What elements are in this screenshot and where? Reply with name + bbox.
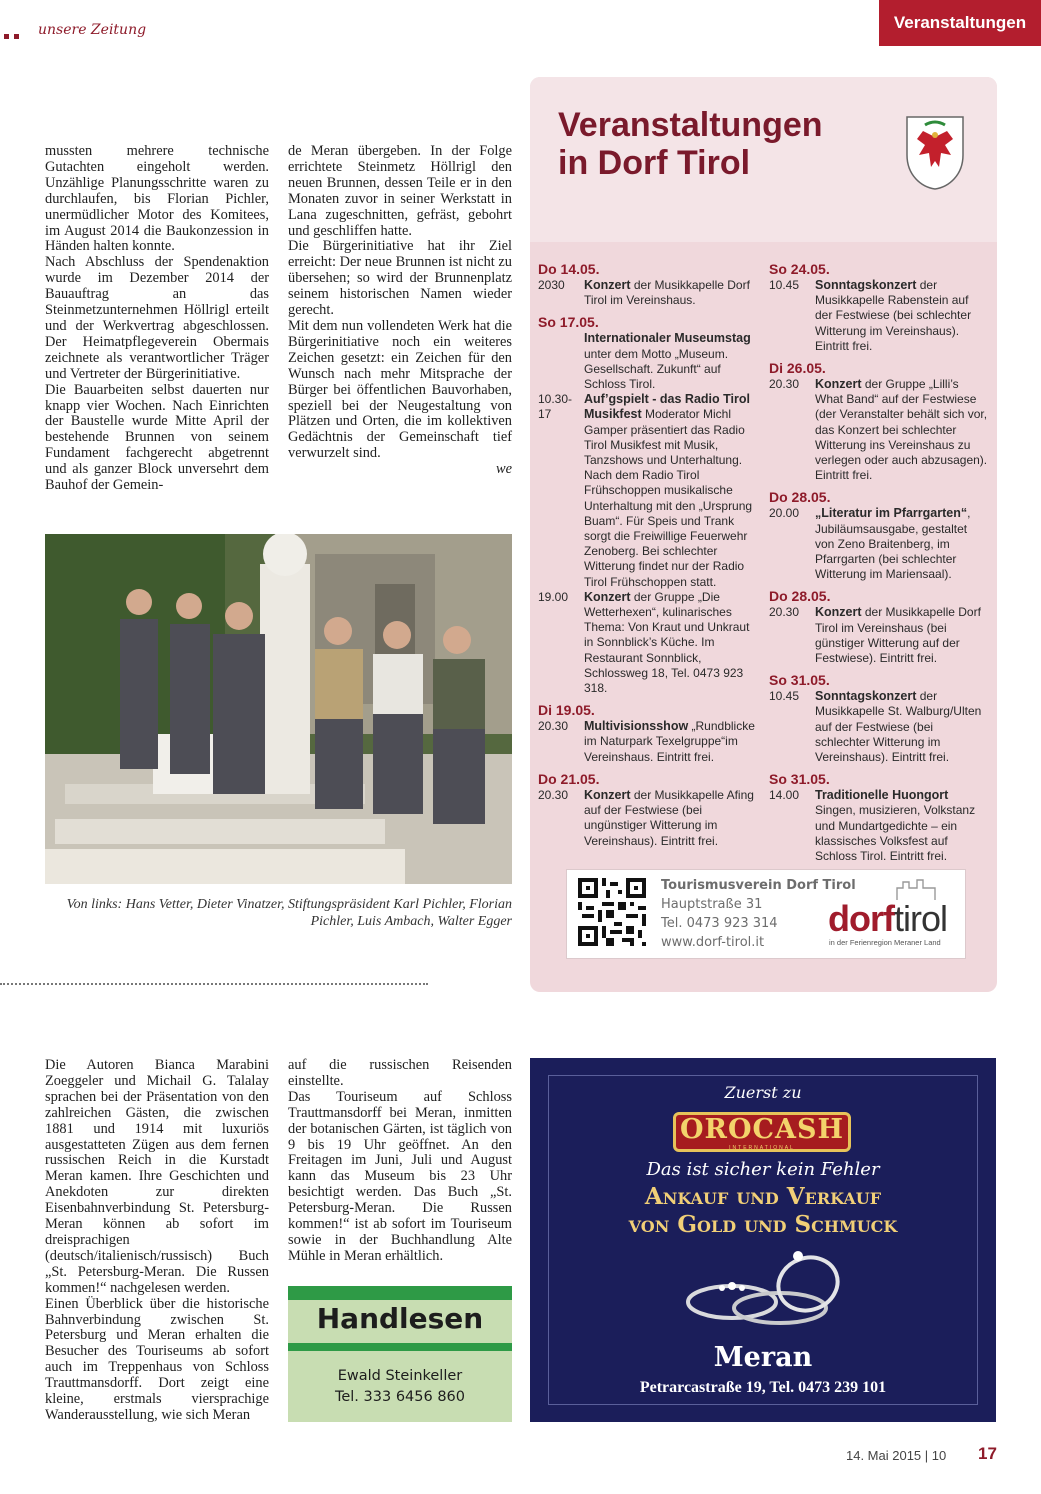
event-item — [769, 788, 989, 864]
paragraph: auf die russischen Reisenden einstellte. — [288, 1057, 512, 1089]
section-divider — [0, 983, 428, 985]
handlesen-title: Handlesen — [316, 1302, 484, 1335]
event-date: So 24.05. — [769, 261, 830, 277]
event-text: der Musikkapelle Rabenstein auf der Festwiese (bei schlechter Witterung im Vereinshaus). Eintritt frei. — [815, 278, 972, 353]
event-date: Do 28.05. — [769, 588, 831, 605]
event-text: der Gruppe „Lilli’s What Band“ auf der Festwiese (der Veranstalter behält sich vor, das Konzert bei schlechter Witterung ins Vereinshaus zu verlegen oder auch abzusagen). Eintritt frei. — [815, 377, 988, 483]
event-item — [538, 719, 758, 765]
event-time — [538, 331, 584, 392]
event-date: Do 28.05. — [769, 489, 831, 506]
event-title: Auf’gspielt - das Radio Tirol Musikfest — [584, 392, 750, 422]
event-title: Konzert — [584, 787, 631, 802]
event-time: 2030 — [538, 278, 565, 292]
ad-divider — [288, 1343, 512, 1351]
event-item — [538, 590, 758, 696]
ad-top-bar — [288, 1286, 512, 1300]
logo-subtitle: in der Ferienregion Meraner Land — [829, 938, 941, 947]
logo-part-dorf: dorf — [828, 898, 894, 939]
tourism-phone[interactable]: Tel. 0473 923 314 — [661, 916, 778, 931]
event-time: 10.30-17 — [538, 392, 573, 422]
paragraph: mussten mehrere technische Gutachten eingeholt werden. Unzählige Planungsschritte waren zu durchlaufen, bis Florian Pichler, unermüdlicher Motor des Komitees, im August 2014 die Baukonzession in Händen halten konnte. — [45, 143, 269, 255]
orocash-address: Petrarcastraße 19, Tel. 0473 239 101 — [639, 1379, 887, 1396]
event-day — [538, 261, 758, 308]
event-date: Do 14.05. — [538, 261, 600, 277]
section-tab[interactable]: Veranstaltungen — [879, 0, 1041, 46]
orocash-headline-line2: von Gold und Schmuck — [628, 1211, 898, 1238]
brand-logo: unsere Zeitung — [38, 22, 147, 38]
events-title-line2: in Dorf Tirol — [558, 144, 751, 182]
event-text: , Jubiläumsausgabe, gestaltet von Zeno Braitenberg, im Pfarrgarten (bei schlechter Witterung im Mariensaal). — [815, 506, 971, 582]
event-text: der Musikkapelle St. Walburg/Ulten auf der Festwiese (bei schlechter Witterung im Vereinshaus). Eintritt frei. — [815, 689, 982, 765]
page-number: 17 — [978, 1444, 997, 1463]
paragraph: Die Bürgerinitiative hat ihr Ziel erreicht: Der neue Brunnen ist nicht zu übersehen; so wird der Brunnenplatz seinem historischen Namen wieder gerecht. — [288, 238, 512, 319]
event-title: Multivisionsshow — [584, 719, 689, 734]
event-day — [538, 702, 758, 765]
event-text: unter dem Motto „Museum. Gesellschaft. Zukunft“ auf Schloss Tirol. — [584, 346, 729, 392]
event-time: 20.30 — [769, 605, 800, 620]
tourism-address — [661, 876, 856, 952]
event-day — [769, 489, 989, 582]
event-day — [769, 588, 989, 666]
event-date: So 31.05. — [769, 672, 830, 689]
tourism-web[interactable]: www.dorf-tirol.it — [661, 935, 765, 950]
event-text: Moderator Michl Gamper präsentiert das Radio Tirol Musikfest mit Musik, Tanzshows und Unterhaltung. Nach dem Radio Tirol Frühschoppen musikalische Unterhaltung mit den „Ursprung Buam“. Für Speis und Trank sorgt die Freiwillige Feuerwehr Zenoberg. Bei schlechter Witterung findet nur der Radio Tirol Frühschoppen statt. — [584, 407, 753, 589]
event-time: 10.45 — [769, 278, 800, 292]
event-item — [769, 278, 989, 354]
event-text: der Musikkapelle Dorf Tirol im Vereinshaus (bei günstiger Witterung auf der Festwiese). Eintritt frei. — [815, 605, 981, 666]
event-time: 10.45 — [769, 689, 800, 704]
orocash-headline-line1: Ankauf und Verkauf — [644, 1183, 882, 1210]
author-signature: we — [496, 461, 512, 478]
event-item — [538, 278, 758, 308]
event-day — [769, 360, 989, 483]
event-time: 20.30 — [538, 719, 569, 734]
group-photo — [45, 534, 512, 884]
photo-illustration — [45, 534, 512, 884]
event-title: Sonntagskonzert — [815, 689, 917, 704]
event-title: Konzert — [815, 605, 862, 620]
article2-column2 — [288, 1058, 512, 1265]
events-column-left — [538, 255, 758, 849]
handlesen-name: Ewald Steinkeller — [337, 1368, 463, 1384]
paragraph: Nach Abschluss der Spendenaktion wurde im Dezember 2014 der Bauauftrag an das Steinmetzunternehmen Höllrigl erteilt und der Werkvertrag abgeschlossen. Der Heimatpflegeverein Obermais zeichnete als verantwortlicher Träger und Vertreter der Bürgerinitiative. — [45, 254, 269, 382]
event-title: Konzert — [815, 377, 862, 392]
event-item — [769, 605, 989, 666]
tourism-name: Tourismusverein Dorf Tirol — [661, 878, 856, 893]
brand-dots — [4, 26, 30, 34]
event-title: Internationaler Museumstag — [584, 331, 751, 346]
orocash-top-script: Zuerst zu — [724, 1083, 802, 1102]
event-title: Konzert — [584, 589, 631, 604]
event-day — [769, 771, 989, 864]
tourism-street: Hauptstraße 31 — [661, 897, 763, 912]
paragraph: Das Touriseum auf Schloss Trauttmansdorff bei Meran, inmitten der botanischen Gärten, ist täglich von 9 bis 19 Uhr geöffnet. An den Freitagen im Juni, Juli und August kann das Museum bis 23 Uhr besichtigt werden. Das Buch „St. Petersburg-Meran. Die Russen kommen!“ ist ab sofort im Touriseum sowie in der Buchhandlung Alte Mühle in Meran erhältlich. — [288, 1088, 512, 1264]
qr-code-icon[interactable] — [578, 878, 646, 946]
article2-column1 — [45, 1058, 269, 1424]
event-date: Do 21.05. — [538, 770, 600, 787]
event-title: Sonntagskonzert — [815, 278, 917, 292]
event-item — [538, 788, 758, 849]
event-day — [769, 261, 989, 354]
article1-column1 — [45, 144, 269, 494]
photo-caption: Von links: Hans Vetter, Dieter Vinatzer, Stiftungspräsident Karl Pichler, Florian Pichler, Luis Ambach, Walter Egger — [66, 897, 512, 929]
event-day — [769, 672, 989, 765]
event-text: Singen, musizieren, Volkstanz und Mundartgedichte – ein klassisches Volksfest auf Schloss Tirol. Eintritt frei. — [815, 803, 976, 864]
logo-part-tirol: tirol — [893, 898, 947, 939]
event-title: Traditionelle Huongort — [815, 788, 949, 803]
event-text: „Rundblicke im Naturpark Texelgruppe“im Vereinshaus. Eintritt frei. — [584, 719, 755, 764]
paragraph: Die Autoren Bianca Marabini Zoeggeler und Michail G. Talalay sprachen bei der Präsentation von den zahlreichen Gästen, die zwischen 1881 und 1914 mit luxuriös ausgestatteten Zügen aus dem fernen russischen Reich in die Kurstadt Meran kamen. Ihre Geschichten und Anekdoten zur direkten Eisenbahnverbindung St. Petersburg-Meran können ab sofort im dreisprachigen (deutsch/italienisch/russisch) Buch „St. Petersburg-Meran. Die Russen kommen!“ nachgelesen werden. — [45, 1057, 269, 1296]
event-title: „Literatur im Pfarrgarten“ — [815, 506, 968, 521]
event-time: 20.30 — [769, 377, 800, 392]
paragraph: de Meran übergeben. In der Folge errichtete Steinmetz Höllrigl den neuen Brunnen, dessen Teile er in den Monaten zuvor in seiner Werkstatt in Lana zugeschnitten, gefräst, gebohrt und geschliffen hatte. — [288, 143, 512, 239]
dorf-tirol-logo[interactable] — [828, 898, 947, 940]
events-title-line1: Veranstaltungen — [558, 106, 823, 144]
coat-of-arms-icon — [905, 115, 965, 191]
orocash-logo: OROCASH — [673, 1112, 851, 1152]
event-text: der Musikkapelle Dorf Tirol im Vereinshaus. — [584, 278, 750, 308]
article1-column2 — [288, 144, 512, 478]
event-time: 19.00 — [538, 589, 569, 604]
event-item — [769, 689, 989, 765]
paragraph: Einen Überblick über die historische Bahnverbindung zwischen St. Petersburg und Meran erhalten die Besucher des Touriseums ab sofort auch im Treppenhaus von Schloss Trauttmansdorff. Dort zeigt eine kleine, erstmals viersprachige Wanderausstellung, wie sich Meran — [45, 1295, 269, 1423]
event-day — [538, 314, 758, 696]
event-text: der Musikkapelle Afing auf der Festwiese (bei ungünstiger Witterung im Vereinshaus). Eintritt frei. — [584, 787, 754, 848]
event-time: 14.00 — [769, 788, 800, 803]
orocash-city: Meran — [713, 1342, 813, 1373]
event-title: Konzert — [584, 278, 631, 292]
event-date: So 31.05. — [769, 771, 830, 788]
event-text: der Gruppe „Die Wetterhexen“, kulinarisches Thema: Von Kraut und Unkraut in Sonnblick’s Küche. Im Restaurant Sonnblick, Schlossweg 18, Tel. 0473 923 318. — [584, 589, 750, 696]
events-title — [558, 106, 823, 182]
events-column-right — [769, 255, 989, 864]
event-item — [538, 392, 758, 590]
orocash-slogan: Das ist sicher kein Fehler — [646, 1159, 880, 1180]
event-item — [769, 377, 989, 483]
orocash-logo-sub: INTERNATIONAL — [729, 1145, 795, 1151]
event-time: 20.00 — [769, 506, 800, 521]
paragraph: Die Bauarbeiten selbst dauerten nur knapp vier Wochen. Nach Einrichten der Baustelle wurde Mitte April der bestehende Brunnen von seinem Fundament fachgerecht abgetrennt und als ganzer Block unversehrt dem Bauhof der Gemein- — [45, 381, 269, 494]
orocash-headline — [530, 1183, 996, 1239]
event-item — [538, 331, 758, 392]
event-date: So 17.05. — [538, 314, 599, 331]
issue-date: 14. Mai 2015 | 10 — [846, 1448, 947, 1463]
event-date: Di 19.05. — [538, 702, 595, 719]
paragraph: Mit dem nun vollendeten Werk hat die Bürgerinitiative noch ein weiteres Zeichen gesetzt: ein Zeichen für den Wunsch nach mehr Mitsprache der Bürger bei öffentlichen Bauvorhaben, speziell bei der Neugestaltung von Plätzen und Orten, die im kollektiven Gedächtnis der Gemeinschaft tief verwurzelt sind. — [288, 317, 512, 462]
rings-icon — [680, 1246, 850, 1328]
event-time: 20.30 — [538, 787, 569, 802]
event-item — [769, 506, 989, 582]
event-date: Di 26.05. — [769, 360, 826, 377]
handlesen-contact — [288, 1366, 512, 1408]
event-day — [538, 771, 758, 849]
handlesen-phone[interactable]: Tel. 333 6456 860 — [334, 1389, 466, 1405]
